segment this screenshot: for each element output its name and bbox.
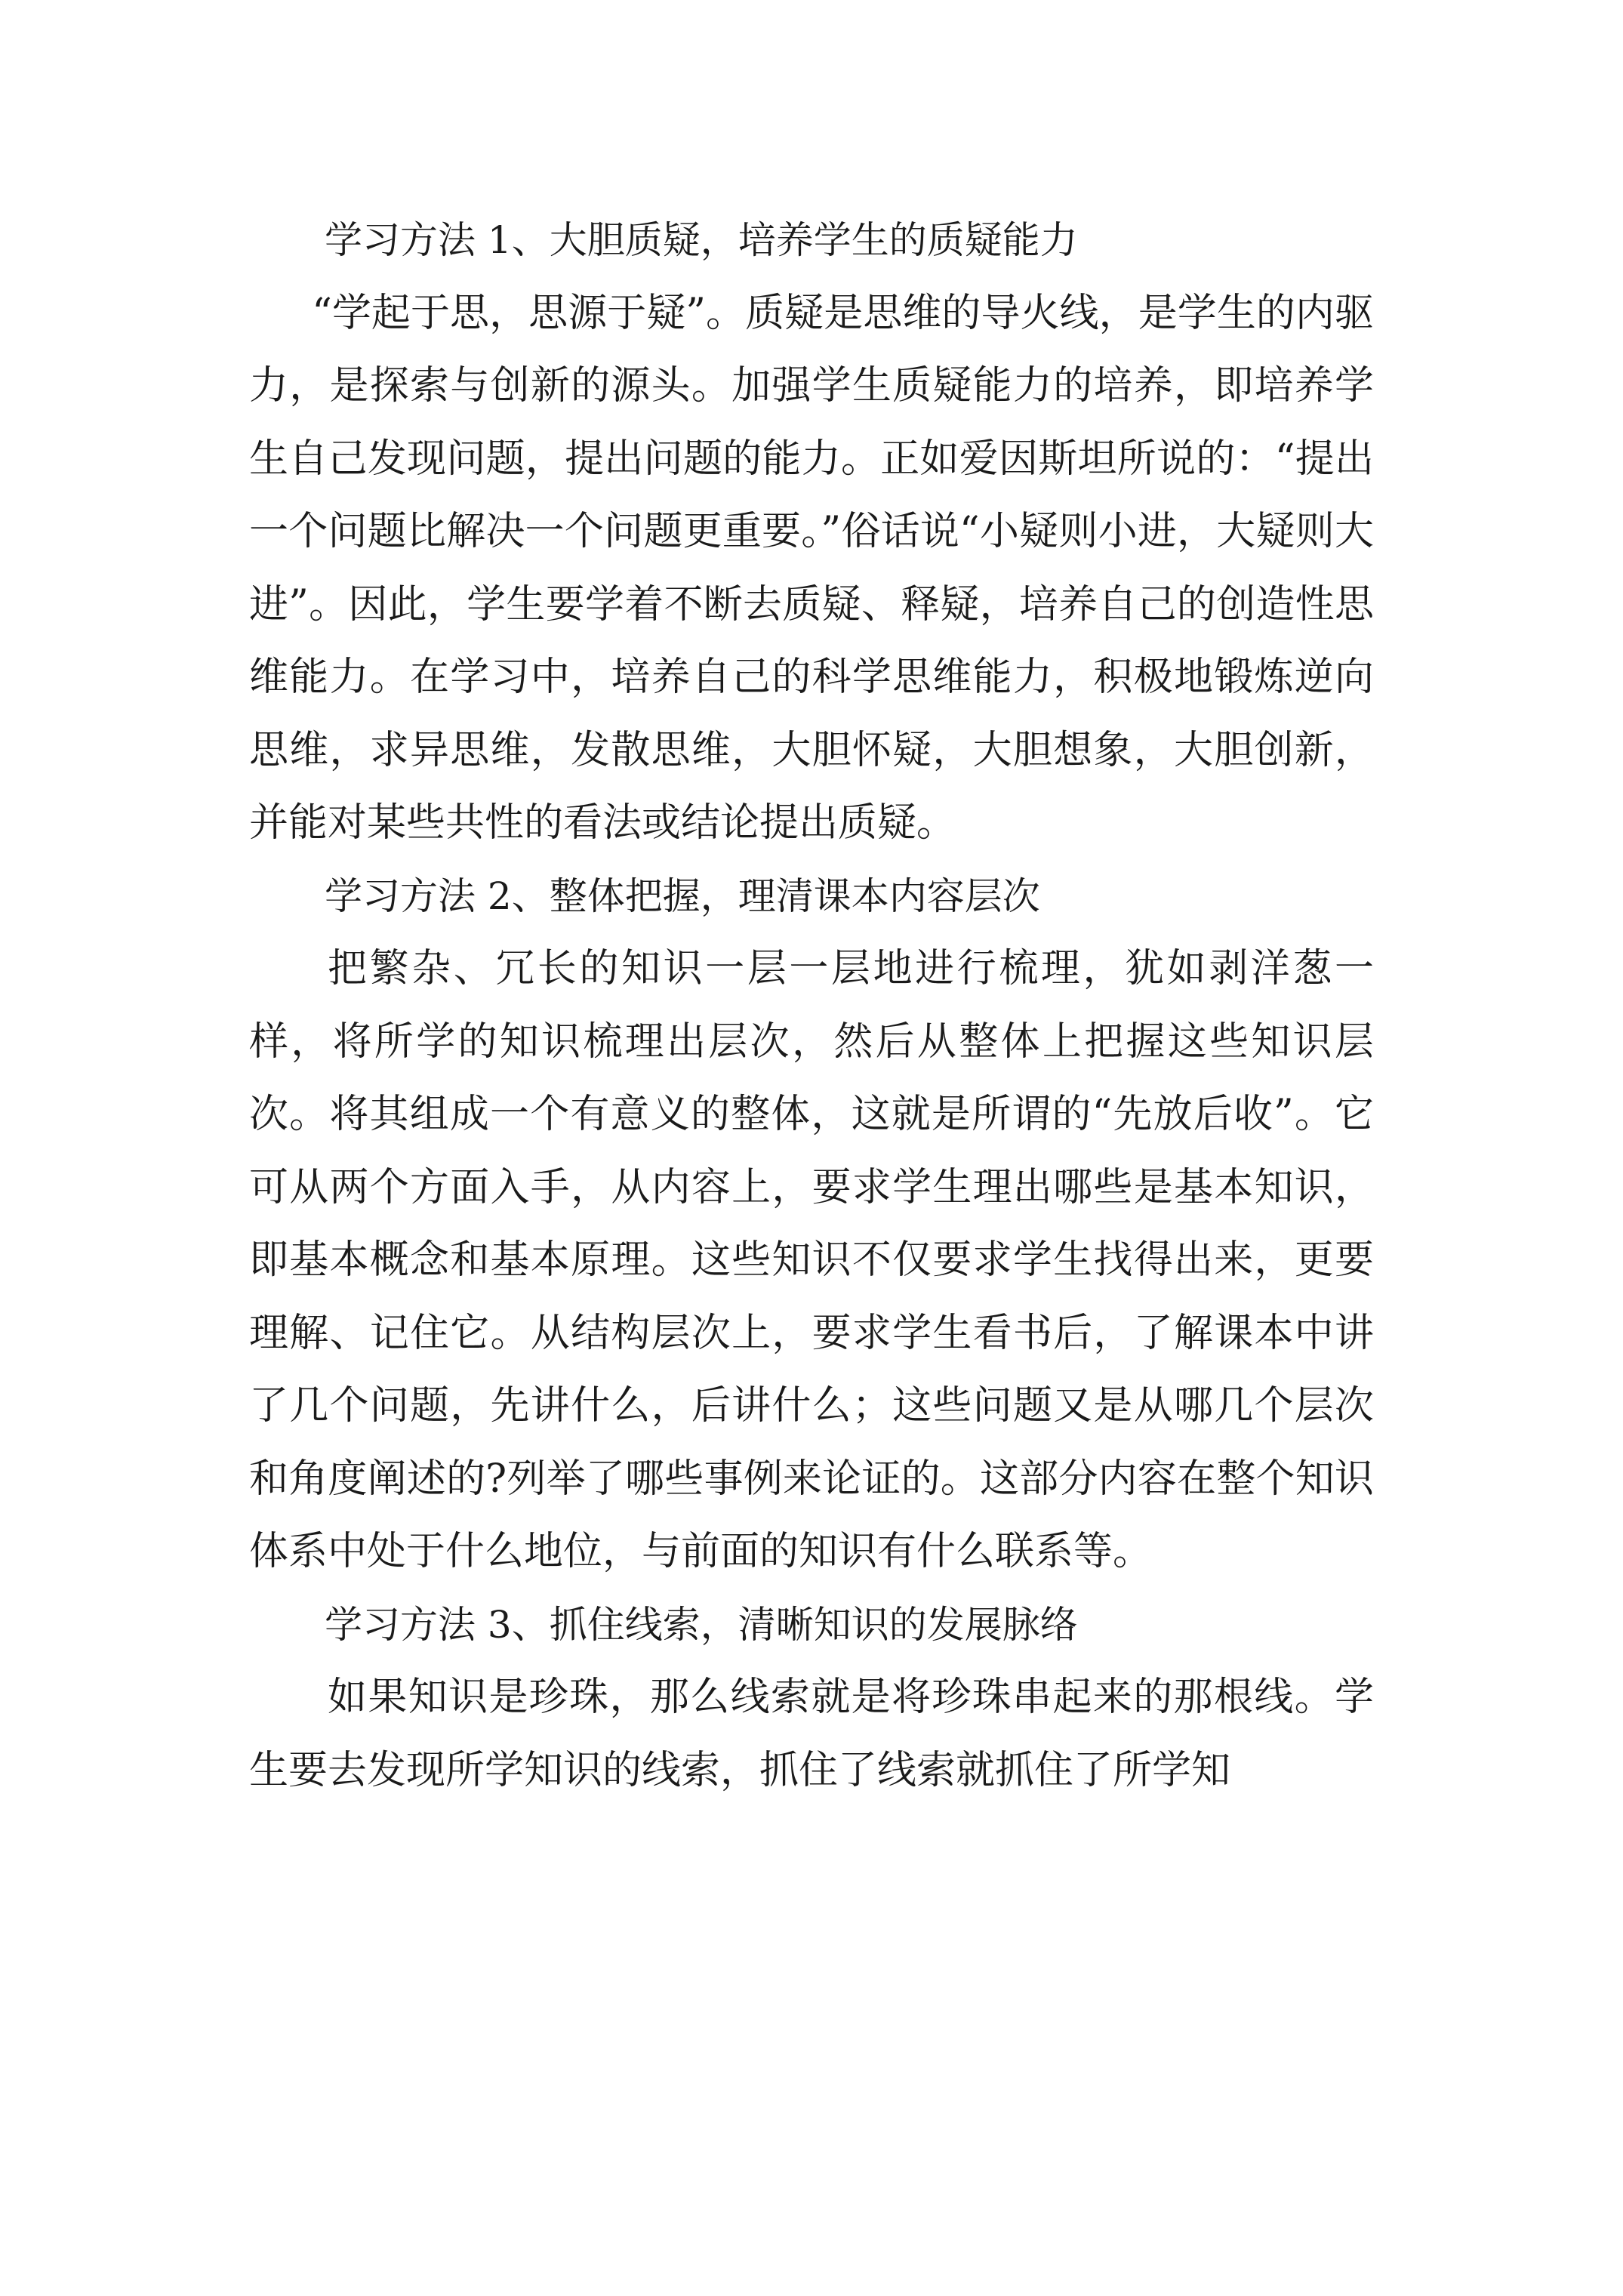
section-3-heading: 学习方法 3、抓住线索，清晰知识的发展脉络 bbox=[325, 1602, 1078, 1647]
section-3-paragraph: 如果知识是珍珠，那么线索就是将珍珠串起来的那根线。学生要去发现所学知识的线索，抓住了线索就抓住了所学知 bbox=[249, 1675, 1374, 1793]
section-1-paragraph: “学起于思，思源于疑”。质疑是思维的导火线，是学生的内驱力，是探索与创新的源头。加强学生质疑能力的培养，即培养学生自己发现问题，提出问题的能力。正如爱因斯坦所说的：“提出一个问题比解决一个问题更重要。”俗话说“小疑则小进，大疑则大进”。因此，学生要学着不断去质疑、释疑，培养自己的创造性思维能力。在学习中，培养自己的科学思维能力，积极地锻炼逆向思维，求异思维，发散思维，大胆怀疑，大胆想象，大胆创新，并能对某些共性的看法或结论提出质疑。 bbox=[249, 290, 1374, 846]
section-1-heading: 学习方法 1、大胆质疑，培养学生的质疑能力 bbox=[325, 218, 1078, 262]
document-body bbox=[249, 204, 1374, 1807]
section-2-paragraph: 把繁杂、冗长的知识一层一层地进行梳理，犹如剥洋葱一样，将所学的知识梳理出层次，然后从整体上把握这些知识层次。将其组成一个有意义的整体，这就是所谓的“先放后收”。它可从两个方面入手，从内容上，要求学生理出哪些是基本知识，即基本概念和基本原理。这些知识不仅要求学生找得出来，更要理解、记住它。从结构层次上，要求学生看书后，了解课本中讲了几个问题，先讲什么，后讲什么；这些问题又是从哪几个层次和角度阐述的?列举了哪些事例来论证的。这部分内容在整个知识体系中处于什么地位，与前面的知识有什么联系等。 bbox=[249, 946, 1374, 1574]
section-2-heading: 学习方法 2、整体把握，理清课本内容层次 bbox=[325, 874, 1040, 918]
